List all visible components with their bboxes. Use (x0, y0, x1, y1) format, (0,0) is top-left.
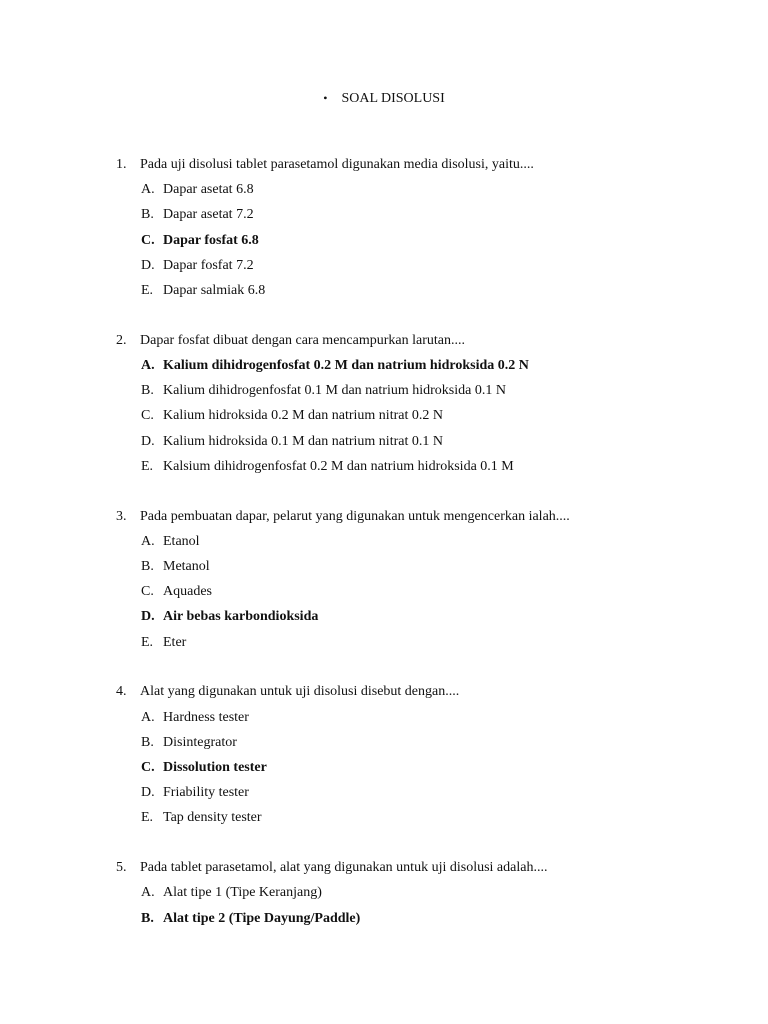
option-letter: D. (141, 257, 155, 273)
option-text: Metanol (163, 559, 210, 574)
answer-option (116, 709, 736, 734)
option-letter: D. (141, 433, 155, 449)
question-item (116, 508, 736, 659)
option-letter: E. (141, 634, 154, 650)
option-letter: E. (141, 458, 154, 474)
question-item (116, 859, 736, 935)
option-letter: A. (141, 358, 155, 373)
question-text: Alat yang digunakan untuk uji disolusi disebut dengan.... (140, 684, 460, 700)
option-letter: B. (141, 734, 154, 750)
question-stem (116, 683, 736, 708)
answer-option (116, 433, 736, 458)
answer-option-correct (116, 357, 736, 382)
question-number: 3. (116, 508, 127, 524)
answer-option (116, 282, 736, 307)
option-text: Friability tester (163, 785, 249, 801)
question-text: Pada tablet parasetamol, alat yang digunakan untuk uji disolusi adalah.... (140, 860, 548, 876)
answer-option (116, 206, 736, 231)
option-text: Aquades (163, 584, 212, 600)
option-text: Dapar salmiak 6.8 (163, 282, 266, 298)
answer-option-correct (116, 910, 736, 935)
question-text: Pada pembuatan dapar, pelarut yang digunakan untuk mengencerkan ialah.... (140, 508, 570, 524)
option-text: Dissolution tester (163, 760, 267, 775)
option-letter: B. (141, 559, 154, 574)
option-letter: C. (141, 760, 155, 775)
option-text: Hardness tester (163, 709, 249, 725)
question-number: 5. (116, 860, 127, 876)
option-letter: A. (141, 885, 155, 901)
option-text: Alat tipe 2 (Tipe Dayung/Paddle) (163, 910, 361, 926)
answer-option (116, 884, 736, 909)
option-letter: C. (141, 584, 154, 600)
question-item (116, 156, 736, 307)
question-stem (116, 156, 736, 181)
question-number: 1. (116, 157, 127, 172)
answer-option (116, 734, 736, 759)
answer-option (116, 181, 736, 206)
option-letter: A. (141, 533, 155, 549)
answer-option (116, 257, 736, 282)
option-text: Kalsium dihidrogenfosfat 0.2 M dan natrium hidroksida 0.1 M (163, 458, 514, 474)
option-letter: E. (141, 282, 154, 298)
option-letter: C. (141, 408, 154, 424)
option-letter: E. (141, 810, 154, 826)
option-text: Kalium hidroksida 0.1 M dan natrium nitrat 0.1 N (163, 433, 443, 449)
option-text: Alat tipe 1 (Tipe Keranjang) (163, 885, 322, 901)
option-text: Kalium hidroksida 0.2 M dan natrium nitrat 0.2 N (163, 408, 443, 424)
option-text: Dapar asetat 7.2 (163, 207, 254, 223)
question-stem (116, 859, 736, 884)
option-text: Dapar fosfat 6.8 (163, 232, 259, 248)
answer-option-correct (116, 608, 736, 633)
option-text: Tap density tester (163, 810, 262, 826)
option-text: Disintegrator (163, 734, 237, 750)
option-text: Air bebas karbondioksida (163, 609, 319, 625)
option-text: Etanol (163, 533, 200, 549)
answer-option (116, 407, 736, 432)
question-item (116, 332, 736, 483)
question-stem (116, 508, 736, 533)
answer-option (116, 784, 736, 809)
option-letter: A. (141, 709, 155, 725)
question-number: 2. (116, 332, 127, 348)
answer-option (116, 458, 736, 483)
question-number: 4. (116, 684, 127, 700)
option-letter: D. (141, 609, 155, 625)
question-text: Dapar fosfat dibuat dengan cara mencampurkan larutan.... (140, 332, 465, 348)
answer-option-correct (116, 759, 736, 784)
option-text: Dapar fosfat 7.2 (163, 257, 254, 273)
option-text: Kalium dihidrogenfosfat 0.2 M dan natrium hidroksida 0.2 N (163, 358, 529, 373)
answer-option (116, 382, 736, 407)
option-letter: A. (141, 182, 155, 198)
answer-option (116, 583, 736, 608)
bullet-icon: • (323, 91, 328, 105)
question-list (116, 156, 736, 960)
question-item (116, 683, 736, 834)
page-heading (0, 89, 768, 108)
answer-option (116, 809, 736, 834)
answer-option (116, 558, 736, 583)
answer-option (116, 533, 736, 558)
question-stem (116, 332, 736, 357)
option-letter: B. (141, 383, 154, 399)
option-text: Eter (163, 634, 187, 650)
option-letter: B. (141, 207, 154, 223)
option-text: Kalium dihidrogenfosfat 0.1 M dan natrium hidroksida 0.1 N (163, 383, 506, 399)
option-letter: D. (141, 785, 155, 801)
question-text: Pada uji disolusi tablet parasetamol digunakan media disolusi, yaitu.... (140, 157, 534, 172)
answer-option (116, 634, 736, 659)
option-letter: B. (141, 910, 154, 926)
option-letter: C. (141, 232, 155, 248)
page-title: SOAL DISOLUSI (341, 91, 445, 106)
answer-option-correct (116, 232, 736, 257)
option-text: Dapar asetat 6.8 (163, 182, 254, 198)
